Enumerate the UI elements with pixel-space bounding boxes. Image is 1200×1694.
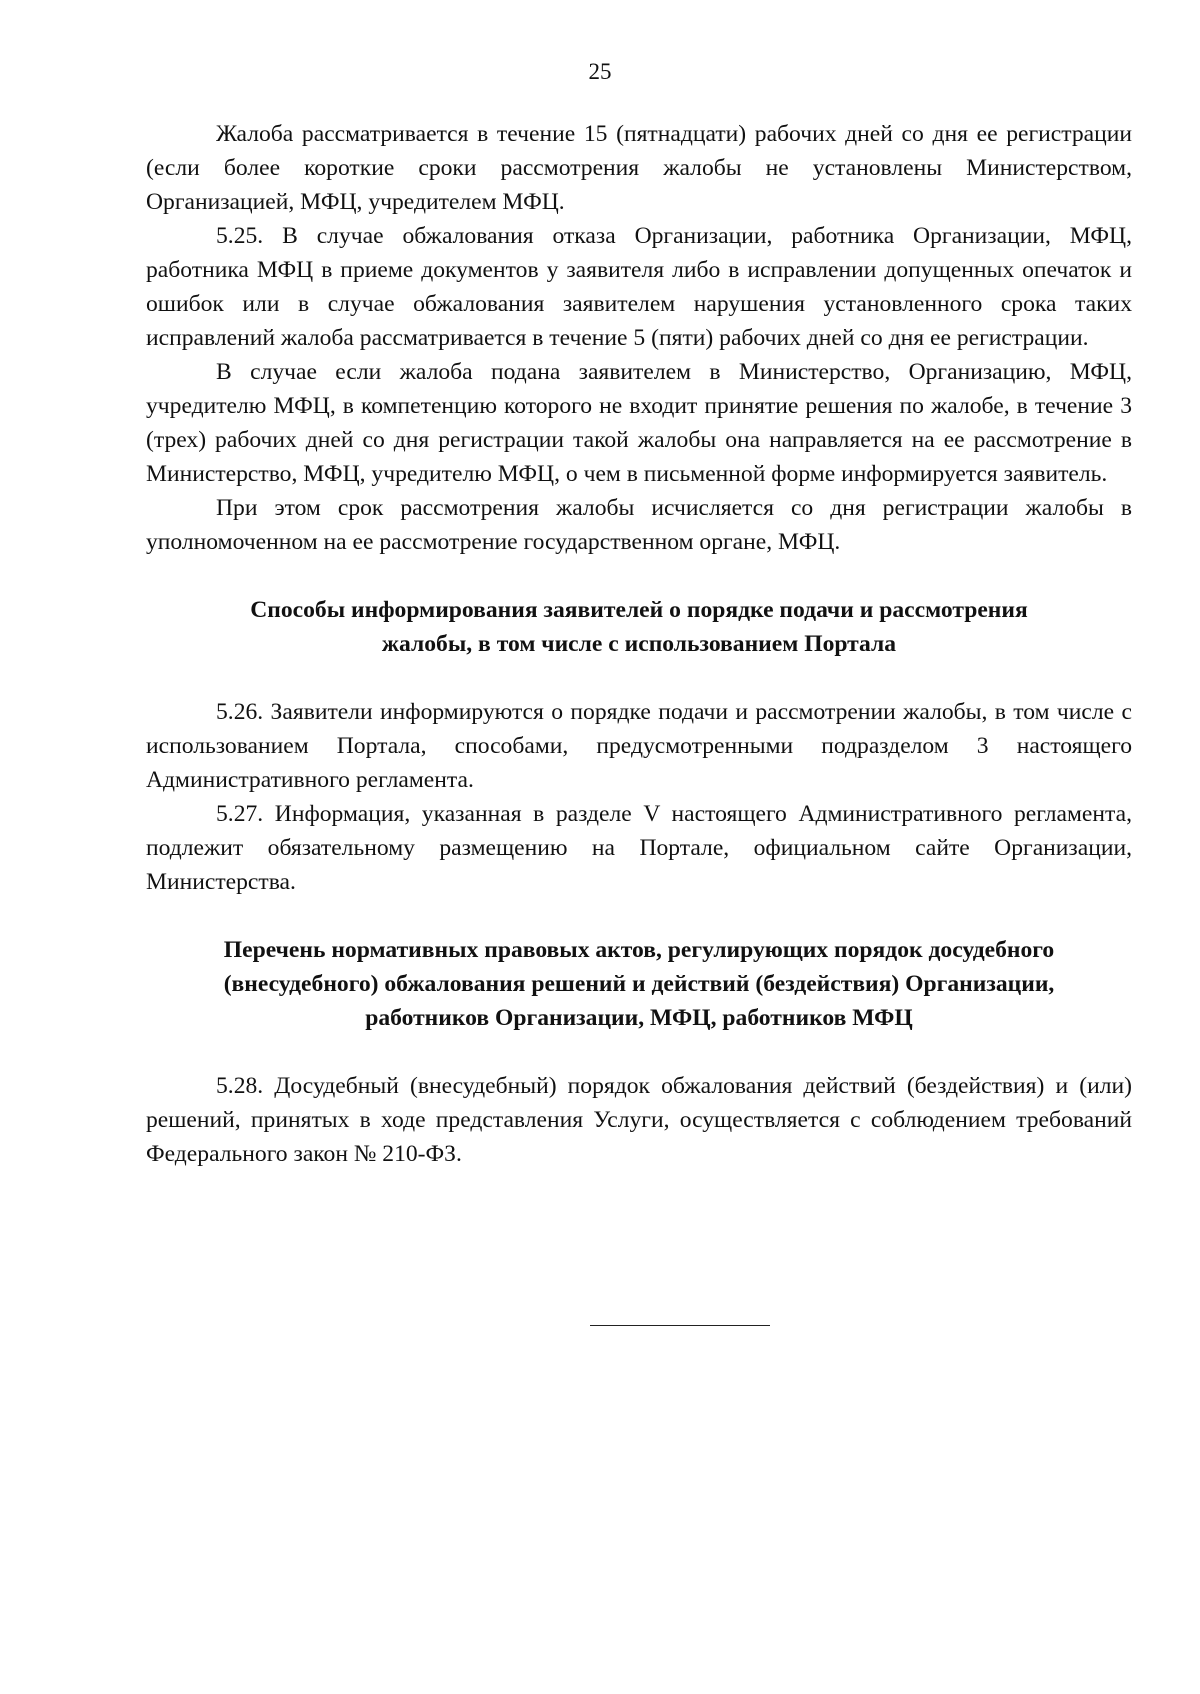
paragraph-5-26: 5.26. Заявители информируются о порядке подачи и рассмотрении жалобы, в том числе с использованием Портала, способами, предусмотренными подразделом 3 настоящего Административного регламента.	[146, 699, 1132, 793]
heading-line: (внесудебного) обжалования решений и действий (бездействия) Организации,	[223, 971, 1055, 997]
heading-line: работников Организации, МФЦ, работников МФЦ	[365, 1005, 913, 1031]
paragraph-term-calculation: При этом срок рассмотрения жалобы исчисляется со дня регистрации жалобы в уполномоченном на ее рассмотрение государственном органе, МФЦ.	[146, 495, 1132, 555]
paragraph-redirect-complaint: В случае если жалоба подана заявителем в Министерство, Организацию, МФЦ, учредителю МФЦ, в компетенцию которого не входит принятие решения по жалобе, в течение 3 (трех) рабочих дней со дня регистрации такой жалобы она направляется на ее рассмотрение в Министерство, МФЦ, учредителю МФЦ, о чем в письменной форме информируется заявитель.	[146, 359, 1132, 487]
paragraph-5-27: 5.27. Информация, указанная в разделе V настоящего Административного регламента, подлежит обязательному размещению на Портале, официальном сайте Организации, Министерства.	[146, 801, 1132, 895]
document-body	[146, 117, 1132, 1171]
page-number: 25	[588, 59, 612, 84]
heading-line: Перечень нормативных правовых актов, регулирующих порядок досудебного	[223, 937, 1055, 963]
section-informing-body	[146, 695, 1132, 899]
section-heading-legal-acts	[146, 933, 1132, 1035]
paragraph-complaint-term: Жалоба рассматривается в течение 15 (пятнадцати) рабочих дней со дня ее регистрации (если более короткие сроки рассмотрения жалобы не установлены Министерством, Организацией, МФЦ, учредителем МФЦ.	[146, 121, 1132, 215]
heading-line: жалобы, в том числе с использованием Портала	[381, 631, 897, 657]
end-of-document-rule	[590, 1325, 770, 1326]
paragraph-5-25: 5.25. В случае обжалования отказа Организации, работника Организации, МФЦ, работника МФЦ в приеме документов у заявителя либо в исправлении допущенных опечаток и ошибок или в случае обжалования заявителем нарушения установленного срока таких исправлений жалоба рассматривается в течение 5 (пяти) рабочих дней со дня ее регистрации.	[146, 223, 1132, 351]
paragraph-5-28: 5.28. Досудебный (внесудебный) порядок обжалования действий (бездействия) и (или) решений, принятых в ходе представления Услуги, осуществляется с соблюдением требований Федерального закон № 210-ФЗ.	[146, 1073, 1132, 1167]
section-legal-acts-body	[146, 1069, 1132, 1171]
heading-line: Способы информирования заявителей о порядке подачи и рассмотрения	[250, 597, 1028, 623]
section-heading-informing	[146, 593, 1132, 661]
